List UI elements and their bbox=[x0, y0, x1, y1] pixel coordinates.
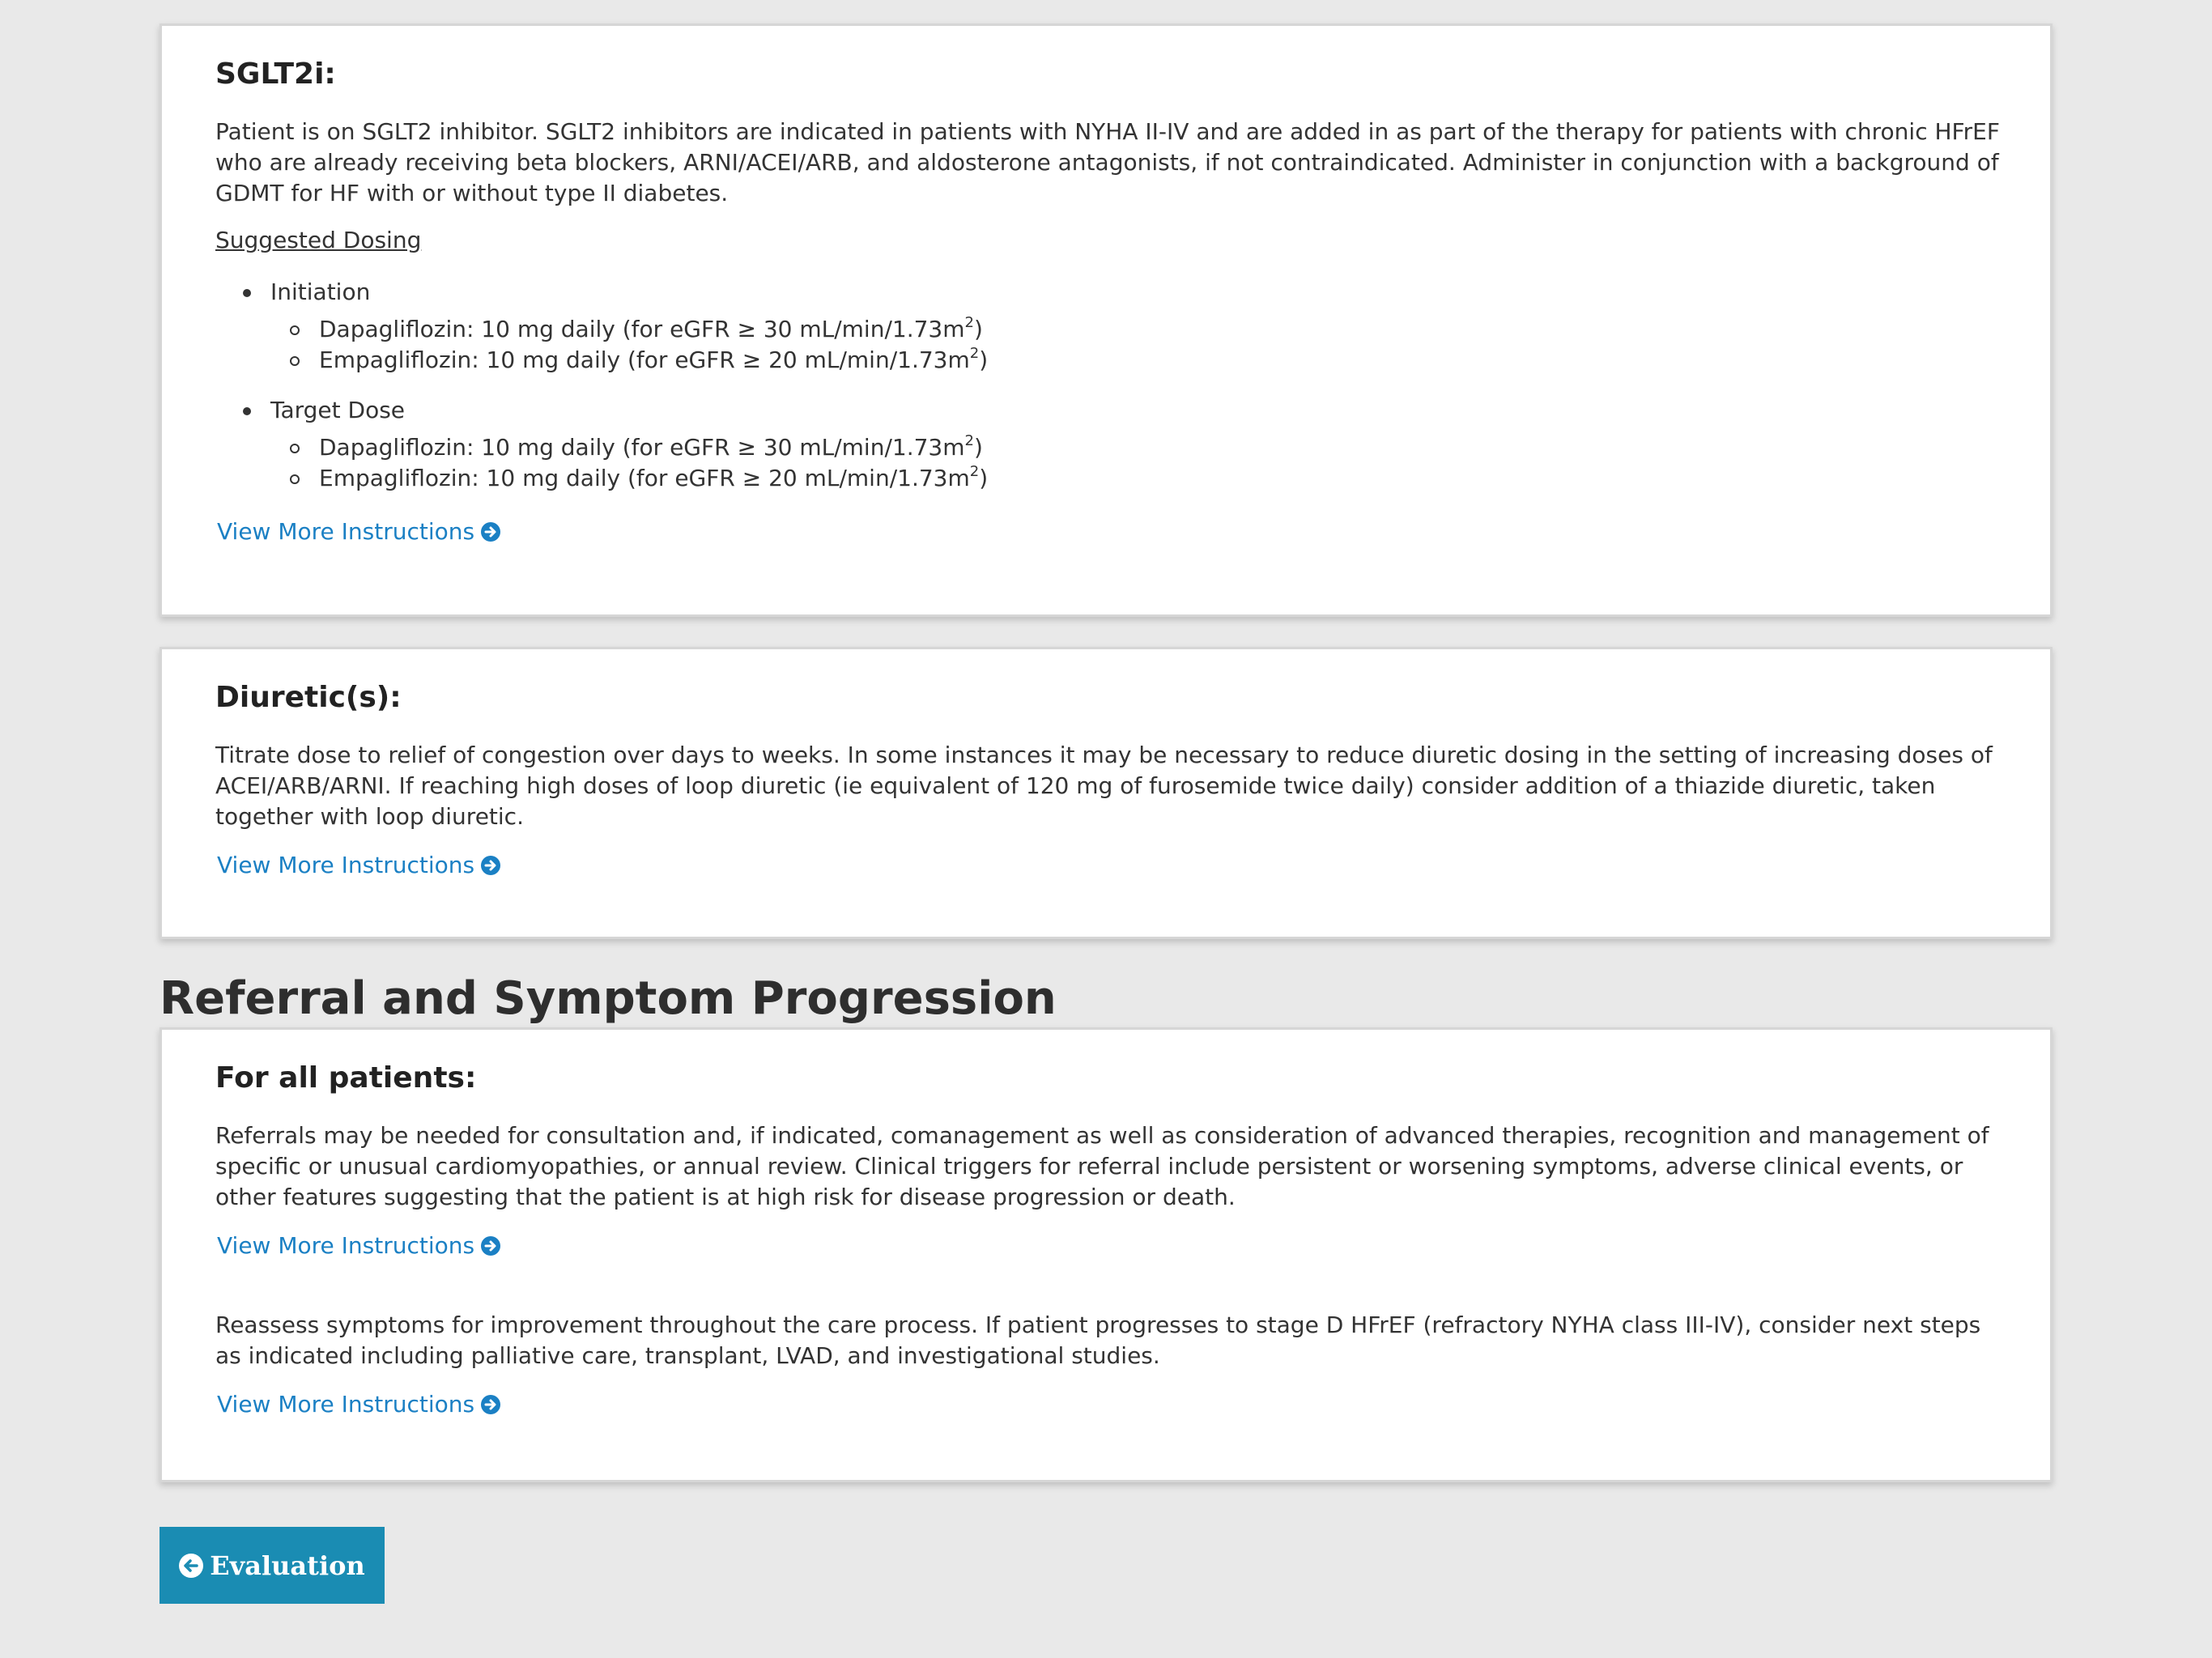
dosing-group-label: Target Dose bbox=[270, 397, 406, 423]
link-label: View More Instructions bbox=[217, 518, 475, 545]
reassess-view-more-link[interactable] bbox=[217, 1389, 500, 1420]
diuretics-description: Titrate dose to relief of congestion over days to weeks. In some instances it may be necessary to reduce diuretic dosing in the setting of increasing doses of ACEI/ARB/ARNI. If reaching high doses of loop diuretic (ie equivalent of 120 mg of furosemide twice daily) consider addition of a thiazide diuretic, taken together with loop diuretic. bbox=[215, 742, 1993, 830]
dose-item bbox=[270, 432, 2000, 463]
evaluation-button-label: Evaluation bbox=[210, 1550, 365, 1581]
dose-item bbox=[270, 345, 2000, 376]
diuretics-view-more-link[interactable] bbox=[217, 850, 500, 881]
link-label: View More Instructions bbox=[217, 1232, 475, 1259]
dosing-group-target bbox=[215, 395, 2000, 494]
dose-text: Empagliflozin: 10 mg daily (for eGFR ≥ 20 mL/min/1.73m bbox=[319, 465, 970, 491]
circle-bullet-icon bbox=[290, 474, 300, 484]
sglt2-view-more-link[interactable] bbox=[217, 517, 500, 547]
dose-superscript: 2 bbox=[969, 344, 980, 362]
sglt2-description: Patient is on SGLT2 inhibitor. SGLT2 inhibitors are indicated in patients with NYHA II-IV and are added in as part of the therapy for patients with chronic HFrEF who are already receiving beta blockers, ARNI/ACEI/ARB, and aldosterone antagonists, if not contraindicated. Administer in conjunction with a background of GDMT for HF with or without type II diabetes. bbox=[215, 118, 2000, 206]
referral-card-title: For all patients: bbox=[215, 1061, 477, 1095]
dose-suffix: ) bbox=[973, 434, 983, 461]
dose-superscript: 2 bbox=[969, 462, 980, 480]
circle-bullet-icon bbox=[290, 356, 300, 366]
dosing-group-label: Initiation bbox=[270, 278, 371, 305]
referral-section-heading: Referral and Symptom Progression bbox=[160, 972, 1057, 1025]
dose-text: Empagliflozin: 10 mg daily (for eGFR ≥ 20 mL/min/1.73m bbox=[319, 346, 970, 373]
dose-item bbox=[270, 314, 2000, 345]
arrow-circle-right-icon bbox=[481, 522, 500, 542]
dose-item bbox=[270, 463, 2000, 494]
initiation-dose-list bbox=[270, 314, 2000, 376]
dose-text: Dapagliflozin: 10 mg daily (for eGFR ≥ 30 mL/min/1.73m bbox=[319, 316, 965, 342]
dosing-list bbox=[215, 277, 2000, 494]
suggested-dosing-heading: Suggested Dosing bbox=[215, 227, 422, 253]
referral-view-more-link[interactable] bbox=[217, 1231, 500, 1261]
dosing-group-initiation bbox=[215, 277, 2000, 376]
reassess-paragraph: Reassess symptoms for improvement throughout the care process. If patient progresses to stage D HFrEF (refractory NYHA class III-IV), consider next steps as indicated including palliative care, transplant, LVAD, and investigational studies. bbox=[215, 1312, 1981, 1369]
dose-suffix: ) bbox=[979, 465, 989, 491]
dose-superscript: 2 bbox=[964, 313, 974, 331]
bullet-icon bbox=[243, 289, 251, 297]
dose-text: Dapagliflozin: 10 mg daily (for eGFR ≥ 30 mL/min/1.73m bbox=[319, 434, 965, 461]
arrow-circle-right-icon bbox=[481, 1236, 500, 1256]
arrow-circle-right-icon bbox=[481, 856, 500, 875]
bullet-icon bbox=[243, 407, 251, 415]
diuretics-card bbox=[160, 647, 2052, 939]
content-column bbox=[160, 23, 2052, 1482]
dose-suffix: ) bbox=[979, 346, 989, 373]
circle-bullet-icon bbox=[290, 325, 300, 335]
target-dose-list bbox=[270, 432, 2000, 494]
arrow-circle-left-icon bbox=[179, 1554, 203, 1578]
dose-suffix: ) bbox=[973, 316, 983, 342]
referral-card bbox=[160, 1027, 2052, 1482]
referral-paragraph: Referrals may be needed for consultation and, if indicated, comanagement as well as consideration of advanced therapies, recognition and management of specific or unusual cardiomyopathies, or annual review. Clinical triggers for referral include persistent or worsening symptoms, adverse clinical events, or other features suggesting that the patient is at high risk for disease progression or death. bbox=[215, 1122, 1989, 1210]
link-label: View More Instructions bbox=[217, 852, 475, 878]
sglt2-title: SGLT2i: bbox=[215, 57, 336, 91]
link-label: View More Instructions bbox=[217, 1391, 475, 1418]
evaluation-back-button[interactable] bbox=[160, 1527, 385, 1604]
dose-superscript: 2 bbox=[964, 432, 974, 449]
arrow-circle-right-icon bbox=[481, 1395, 500, 1414]
sglt2-card bbox=[160, 23, 2052, 617]
circle-bullet-icon bbox=[290, 444, 300, 453]
diuretics-title: Diuretic(s): bbox=[215, 681, 402, 714]
